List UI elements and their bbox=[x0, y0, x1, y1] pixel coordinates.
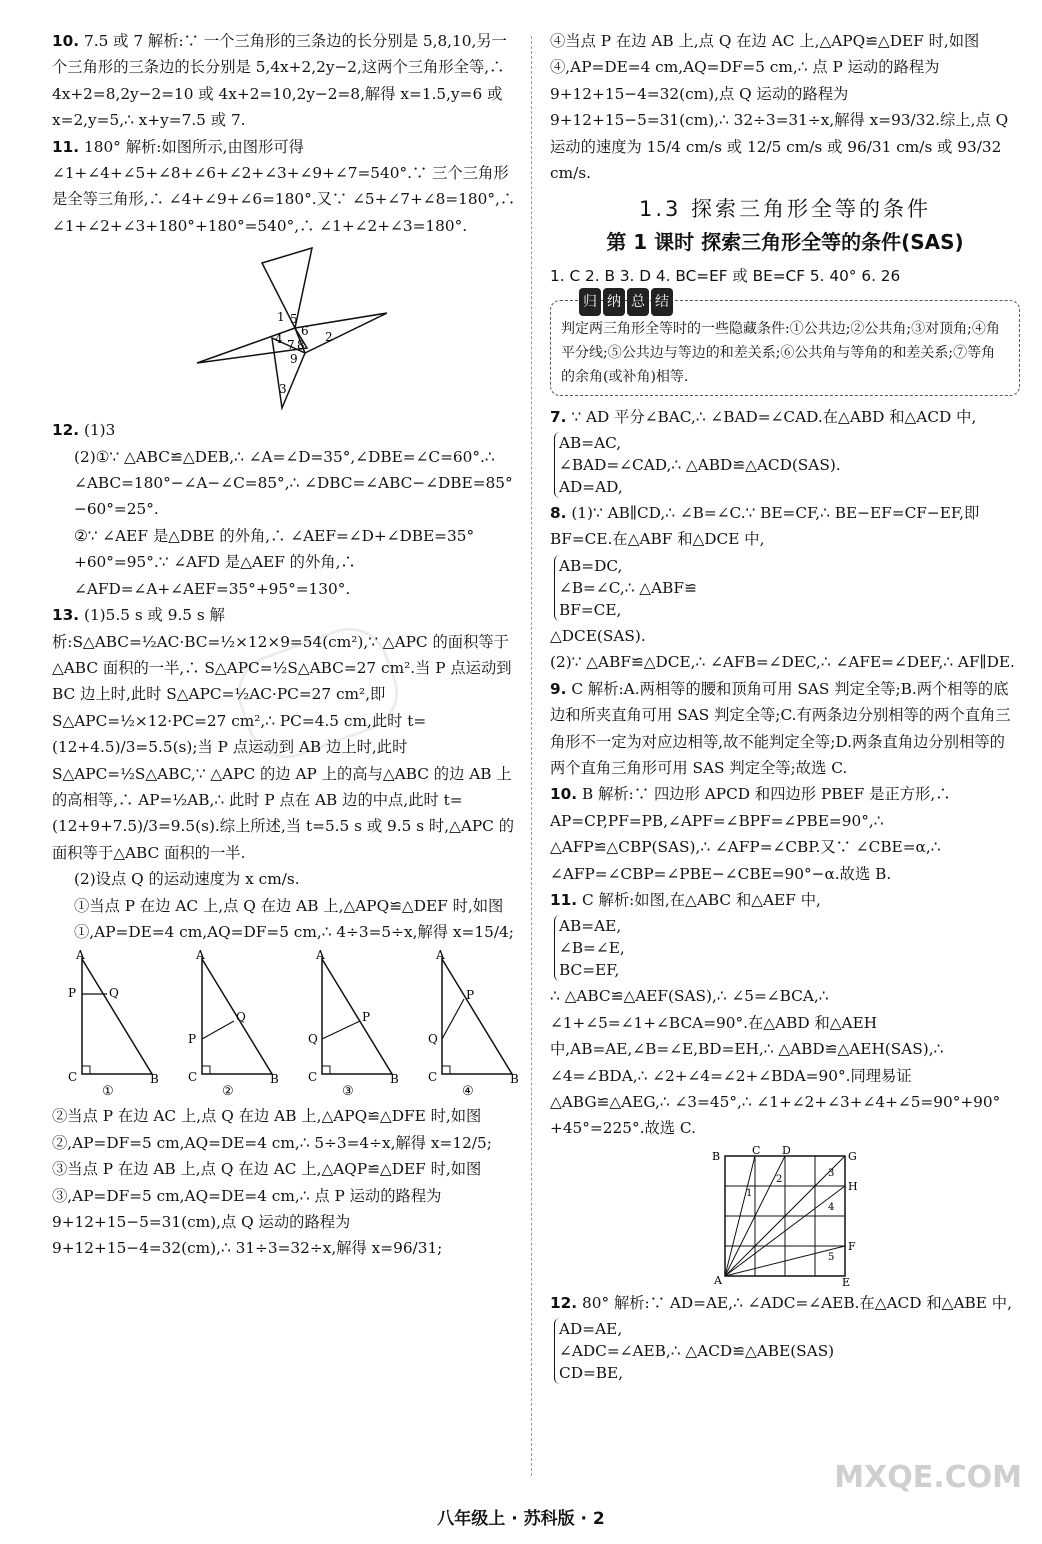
svg-text:1: 1 bbox=[746, 1187, 753, 1199]
svg-text:②: ② bbox=[222, 1084, 234, 1100]
fig-label-9: 9 bbox=[290, 352, 298, 367]
question-11-right: 11. C 解析:如图,在△ABC 和△AEF 中, bbox=[550, 890, 821, 909]
svg-text:Q: Q bbox=[236, 1010, 246, 1025]
svg-text:Q: Q bbox=[109, 986, 119, 1001]
svg-text:D: D bbox=[782, 1145, 791, 1157]
svg-text:P: P bbox=[188, 1032, 197, 1047]
question-8-part-2: (2)∵ △ABF≌△DCE,∴ ∠AFB=∠DEC,∴ ∠AFE=∠DEF,∴ AF∥DE. bbox=[550, 653, 1015, 672]
question-10-right: 10. B 解析:∵ 四边形 APCD 和四边形 PBEF 是正方形,∴ AP=CP,PF=PB,∠APF=∠BPF=∠PBE=90°,∴ △AFP≌△CBP(SAS),∴ ∠AFP=∠CBP.又∵ ∠CBE=α,∴ ∠AFP=∠CBP=∠PBE−∠CBE=90°−α.故选 B. bbox=[550, 785, 951, 883]
fig-label-4: 4 bbox=[275, 332, 283, 347]
svg-text:B: B bbox=[712, 1149, 721, 1163]
svg-text:A: A bbox=[76, 949, 85, 963]
question-12-right: 12. 80° 解析:∵ AD=AE,∴ ∠ADC=∠AEB.在△ACD 和△ABE 中, bbox=[550, 1293, 1012, 1312]
column-divider bbox=[531, 36, 532, 1476]
svg-text:③: ③ bbox=[342, 1084, 354, 1100]
fig-label-3: 3 bbox=[279, 382, 287, 397]
question-13-case-1: ①当点 P 在边 AC 上,点 Q 在边 AB 上,△APQ≌△DEF 时,如图①,AP=DE=4 cm,AQ=DF=5 cm,∴ 4÷3=5÷x,解得 x=15/4; bbox=[74, 896, 514, 941]
fig-label-2: 2 bbox=[325, 330, 333, 345]
question-11: 11. 180° 解析:如图所示,由图形可得∠1+∠4+∠5+∠8+∠6+∠2+∠3+∠9+∠7=540°.∵ 三个三角形是全等三角形,∴ ∠4+∠9+∠6=180°.又∵ ∠5+∠7+∠8=180°,∴ ∠1+∠2+∠3+180°+180°=540°,∴ ∠1+∠2+∠3=180°. bbox=[52, 137, 516, 235]
svg-text:Q: Q bbox=[308, 1032, 318, 1047]
svg-text:C: C bbox=[428, 1070, 438, 1085]
triangle-figure-2 bbox=[172, 949, 282, 1099]
section-title: 1.3 探索三角形全等的条件 bbox=[638, 197, 932, 222]
svg-text:3: 3 bbox=[828, 1167, 835, 1179]
svg-text:H: H bbox=[848, 1179, 858, 1193]
pinwheel-triangles-figure bbox=[187, 243, 387, 413]
fig-label-6: 6 bbox=[301, 324, 309, 339]
svg-text:④: ④ bbox=[462, 1084, 474, 1100]
svg-text:C: C bbox=[308, 1070, 318, 1085]
question-12-part-2: (2)①∵ △ABC≌△DEB,∴ ∠A=∠D=35°,∠DBE=∠C=60°.∴ ∠ABC=180°−∠A−∠C=85°,∴ ∠DBC=∠ABC−∠DBE=85°−60°=25°. bbox=[74, 447, 513, 519]
svg-text:2: 2 bbox=[776, 1173, 783, 1185]
question-11-brace: AB=AE, ∠B=∠E, BC=EF, bbox=[554, 915, 625, 981]
svg-text:A: A bbox=[316, 949, 325, 963]
question-13-case-4: ④当点 P 在边 AB 上,点 Q 在边 AC 上,△APQ≌△DEF 时,如图④,AP=DE=4 cm,AQ=DF=5 cm,∴ 点 P 运动的路程为 9+12+15−4=32(cm),点 Q 运动的路程为 9+12+15−5=31(cm),∴ 32÷3=31÷x,解得 x=93/32.综上,点 Q 运动的速度为 15/4 cm/s 或 12/5 cm/s 或 96/31 cm/s 或 93/32 cm/s. bbox=[550, 32, 1009, 183]
summary-tag: 归 纳 总 结 bbox=[579, 288, 673, 316]
svg-text:F: F bbox=[848, 1239, 856, 1253]
triangle-figures-row bbox=[52, 949, 522, 1099]
question-10: 10. 7.5 或 7 解析:∵ 一个三角形的三条边的长分别是 5,8,10,另一个三角形的三条边的长分别是 5,4x+2,2y−2,这两个三角形全等,∴ 4x+2=8,2y−2=10 或 4x+2=10,2y−2=8,解得 x=1.5,y=6 或 x=2,y=5,∴ x+y=7.5 或 7. bbox=[52, 32, 507, 130]
svg-text:P: P bbox=[362, 1010, 371, 1025]
summary-box bbox=[550, 293, 1020, 396]
svg-text:B: B bbox=[270, 1072, 279, 1087]
triangle-figure-3 bbox=[292, 949, 402, 1099]
question-12-part-2b: ②∵ ∠AEF 是△DBE 的外角,∴ ∠AEF=∠D+∠DBE=35°+60°=95°.∵ ∠AFD 是△AEF 的外角,∴ ∠AFD=∠A+∠AEF=35°+95°=130°. bbox=[74, 526, 475, 598]
watermark: MXQE.COM bbox=[834, 1460, 1022, 1495]
page-footer: 八年级上 · 苏科版 · 2 bbox=[437, 1509, 605, 1529]
summary-text: 判定两三角形全等时的一些隐藏条件:①公共边;②公共角;③对顶角;④角平分线;⑤公共边与等边的和差关系;⑥公共角与等角的和差关系;⑦等角的余角(或补角)相等. bbox=[561, 320, 1000, 385]
svg-text:A: A bbox=[196, 949, 205, 963]
question-13-case-2: ②当点 P 在边 AC 上,点 Q 在边 AB 上,△APQ≌△DFE 时,如图②,AP=DF=5 cm,AQ=DE=4 cm,∴ 5÷3=4÷x,解得 x=12/5; bbox=[52, 1107, 492, 1152]
fig-label-8: 8 bbox=[297, 338, 305, 353]
fig-label-5: 5 bbox=[290, 312, 298, 327]
fig-label-1: 1 bbox=[277, 310, 285, 325]
question-8-brace: AB=DC, ∠B=∠C,∴ △ABF≌ BF=CE, bbox=[554, 555, 697, 621]
svg-text:P: P bbox=[466, 988, 475, 1003]
question-13: 13. (1)5.5 s 或 9.5 s 解析:S△ABC=½AC·BC=½×12×9=54(cm²),∵ △APC 的面积等于△ABC 面积的一半,∴ S△APC=½S△ABC=27 cm².当 P 点运动到 BC 边上时,此时 S△APC=½AC·PC=27 cm²,即 S△APC=½×12·PC=27 cm²,∴ PC=4.5 cm,此时 t=(12+4.5)/3=5.5(s);当 P 点运动到 AB 边上时,此时 S△APC=½S△ABC,∵ △APC 的边 AP 上的高与△ABC 的边 AB 上的高相等,∴ AP=½AB,∴ 此时 P 点在 AB 边的中点,此时 t=(12+9+7.5)/3=9.5(s).综上所述,当 t=5.5 s 或 9.5 s 时,△APC 的面积等于△ABC 面积的一半. bbox=[52, 606, 515, 862]
left-column bbox=[52, 28, 522, 1262]
question-7: 7. ∵ AD 平分∠BAC,∴ ∠BAD=∠CAD.在△ABD 和△ACD 中, bbox=[550, 407, 977, 426]
svg-text:C: C bbox=[188, 1070, 198, 1085]
svg-text:E: E bbox=[842, 1275, 851, 1286]
question-12-brace: AD=AE, ∠ADC=∠AEB,∴ △ACD≌△ABE(SAS) CD=BE, bbox=[554, 1318, 834, 1384]
grid-figure bbox=[710, 1146, 860, 1286]
question-11-text: ∴ △ABC≌△AEF(SAS),∴ ∠5=∠BCA,∴ ∠1+∠5=∠1+∠BCA=90°.在△ABD 和△AEH 中,AB=AE,∠B=∠E,BD=EH,∴ △ABD≌△AEH(SAS),∴ ∠4=∠BDA,∴ ∠2+∠4=∠2+∠BDA=90°.同理易证△ABG≌△AEG,∴ ∠3=45°,∴ ∠1+∠2+∠3+∠4+∠5=90°+90°+45°=225°.故选 C. bbox=[550, 987, 1001, 1138]
svg-text:B: B bbox=[150, 1072, 159, 1087]
fig-label-7: 7 bbox=[287, 338, 295, 353]
right-column bbox=[550, 28, 1020, 1386]
svg-text:A: A bbox=[436, 949, 445, 963]
question-13-case-3: ③当点 P 在边 AB 上,点 Q 在边 AC 上,△AQP≌△DEF 时,如图③,AP=DF=5 cm,AQ=DE=4 cm,∴ 点 P 运动的路程为 9+12+15−5=31(cm),点 Q 运动的路程为 9+12+15−4=32(cm),∴ 31÷3=32÷x,解得 x=96/31; bbox=[52, 1160, 482, 1258]
svg-text:P: P bbox=[68, 986, 77, 1001]
svg-text:C: C bbox=[752, 1145, 761, 1157]
question-8: 8. (1)∵ AB∥CD,∴ ∠B=∠C.∵ BE=CF,∴ BE−EF=CF−EF,即 BF=CE.在△ABF 和△DCE 中, bbox=[550, 504, 980, 549]
question-8-tail: △DCE(SAS). bbox=[550, 626, 646, 645]
svg-text:5: 5 bbox=[828, 1251, 835, 1263]
question-13-part-2: (2)设点 Q 的运动速度为 x cm/s. bbox=[74, 870, 300, 889]
question-12: 12. (1)3 bbox=[52, 421, 116, 440]
svg-text:①: ① bbox=[102, 1084, 114, 1100]
answers-1-to-6: 1. C 2. B 3. D 4. BC=EF 或 BE=CF 5. 40° 6. 26 bbox=[550, 267, 901, 286]
svg-text:C: C bbox=[68, 1070, 78, 1085]
question-9: 9. C 解析:A.两相等的腰和顶角可用 SAS 判定全等;B.两个相等的底边和所夹直角可用 SAS 判定全等;C.有两条边分别相等的两个直角三角形不一定为对应边相等,故不能判定全等;D.两条直角边分别相等的两个直角三角形可用 SAS 判定全等;故选 C. bbox=[550, 679, 1011, 777]
svg-text:B: B bbox=[510, 1072, 519, 1087]
svg-text:Q: Q bbox=[428, 1032, 438, 1047]
svg-text:G: G bbox=[848, 1149, 857, 1163]
triangle-figure-4 bbox=[412, 949, 522, 1099]
triangle-figure-1 bbox=[52, 949, 162, 1099]
svg-text:4: 4 bbox=[828, 1201, 835, 1213]
question-7-brace: AB=AC, ∠BAD=∠CAD,∴ △ABD≌△ACD(SAS). AD=AD, bbox=[554, 432, 841, 498]
lesson-title: 第 1 课时 探索三角形全等的条件(SAS) bbox=[606, 229, 964, 254]
svg-text:A: A bbox=[714, 1273, 722, 1286]
svg-text:B: B bbox=[390, 1072, 399, 1087]
